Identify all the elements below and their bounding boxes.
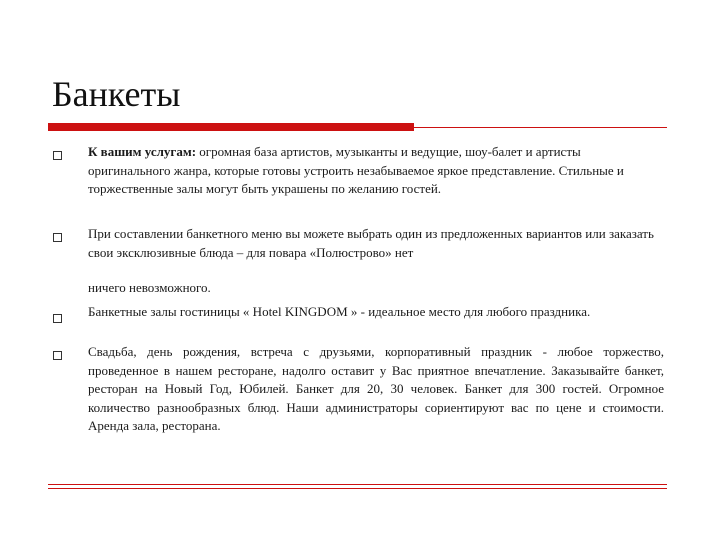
item-text: Свадьба, день рождения, встреча с друзьями, корпоративный праздник - любое торжество, проведенное в нашем ресторане, надолго оставит у Вас приятное впечатление. Заказывайте банкет, ресторан на Новый Год, Юбилей. Банкет для 20, 30 человек. Банкет для 300 гостей. Огромное количество разнообразных блюд. Наши администраторы сориентируют вас по цене и стоимости. Аренда зала, ресторана. <box>88 344 664 433</box>
item-lead: К вашим услугам: <box>88 144 197 159</box>
list-item <box>88 303 672 322</box>
item-text: огромная база артистов, музыканты и ведущие, шоу-балет и артисты оригинального жанра, которые готовы устроить незабываемое яркое представление. Стильные и торжественные залы могут быть украшены по желанию гостей. <box>88 144 624 196</box>
bullet-square-icon <box>53 151 62 160</box>
footer-rule-bottom <box>48 488 667 489</box>
bullet-square-icon <box>53 314 62 323</box>
slide-title: Банкеты <box>52 74 181 114</box>
bullet-square-icon <box>53 351 62 360</box>
list-item <box>88 143 648 199</box>
bullet-square-icon <box>53 233 62 242</box>
list-item-continuation: ничего невозможного. <box>88 280 211 295</box>
footer-rule-top <box>48 484 667 485</box>
item-text: При составлении банкетного меню вы можете выбрать один из предложенных вариантов или заказать свои эксклюзивные блюда – для повара «Полюстрово» нет <box>88 226 654 260</box>
item-text: Банкетные залы гостиницы « Hotel KINGDOM » - идеальное место для любого праздника. <box>88 304 591 319</box>
list-item <box>88 343 664 436</box>
title-underline-thick <box>48 123 414 131</box>
title-underline-thin <box>414 127 667 128</box>
list-item <box>88 225 668 262</box>
